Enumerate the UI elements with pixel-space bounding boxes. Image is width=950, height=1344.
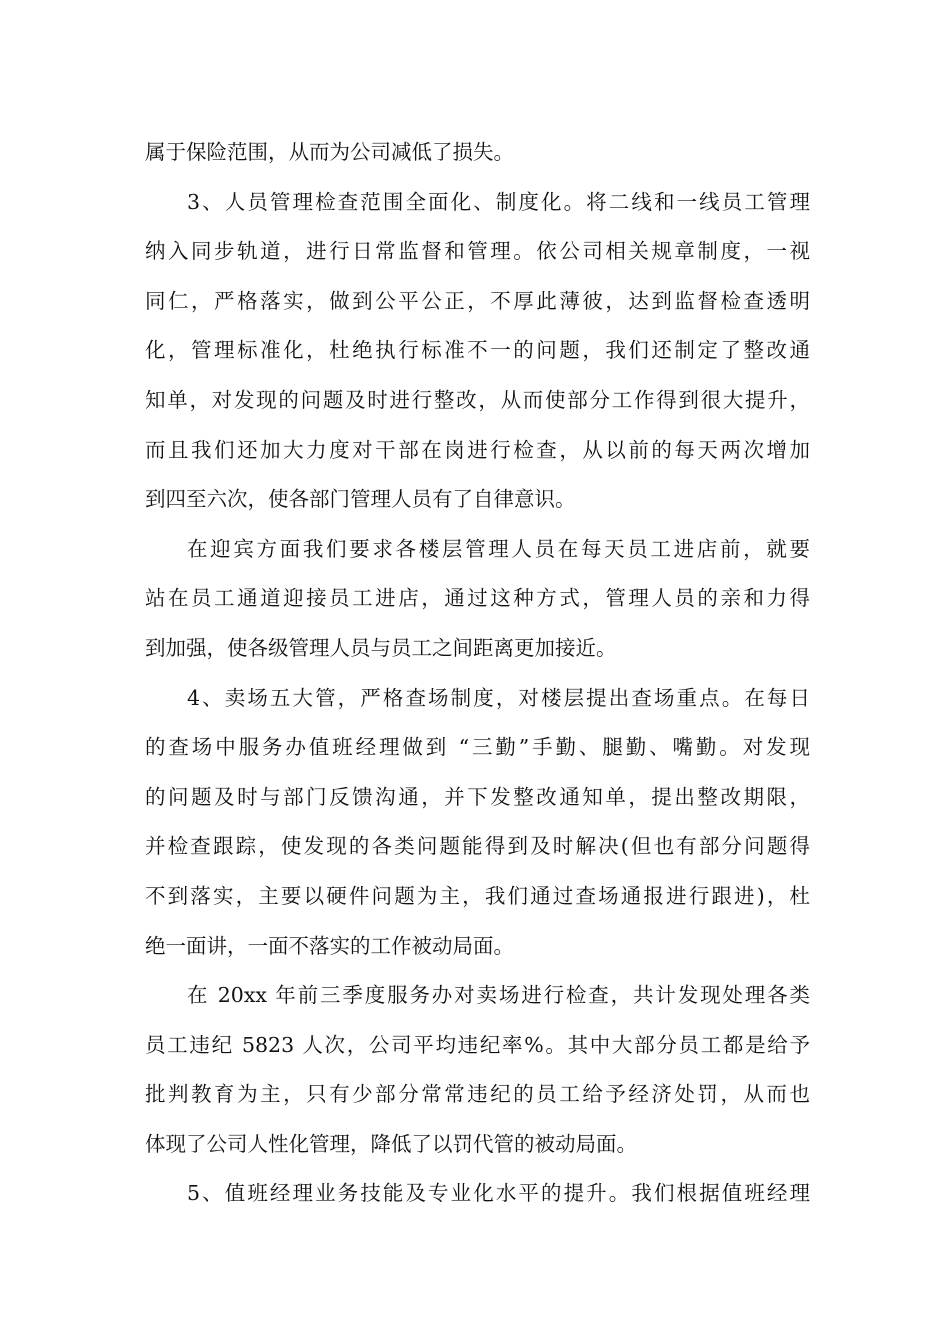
document-body	[145, 128, 810, 1219]
text-line: 并检查跟踪，使发现的各类问题能得到及时解决(但也有部分问题得	[145, 834, 810, 859]
text-line: 体现了公司人性化管理，降低了以罚代管的被动局面。	[145, 1131, 637, 1156]
text-line: 5、值班经理业务技能及专业化水平的提升。我们根据值班经理	[187, 1181, 810, 1206]
text-line: 站在员工通道迎接员工进店，通过这种方式，管理人员的亲和力得	[145, 586, 810, 611]
text-line: 到加强，使各级管理人员与员工之间距离更加接近。	[145, 635, 617, 660]
text-line: 而且我们还加大力度对干部在岗进行检查，从以前的每天两次增加	[145, 437, 810, 462]
text-line: 知单，对发现的问题及时进行整改，从而使部分工作得到很大提升，	[145, 387, 810, 412]
text-line: 批判教育为主，只有少部分常常违纪的员工给予经济处罚，从而也	[145, 1082, 810, 1107]
text-line: 纳入同步轨道，进行日常监督和管理。依公司相关规章制度，一视	[145, 239, 810, 264]
text-line: 的查场中服务办值班经理做到 “三勤”手勤、腿勤、嘴勤。对发现	[145, 735, 810, 760]
text-line: 的问题及时与部门反馈沟通，并下发整改通知单，提出整改期限，	[145, 784, 810, 809]
text-line: 4、卖场五大管，严格查场制度，对楼层提出查场重点。在每日	[187, 685, 810, 710]
text-line: 绝一面讲，一面不落实的工作被动局面。	[145, 933, 514, 958]
text-line: 化，管理标准化，杜绝执行标准不一的问题，我们还制定了整改通	[145, 338, 810, 363]
text-line: 在迎宾方面我们要求各楼层管理人员在每天员工进店前，就要	[187, 536, 810, 561]
text-line: 员工违纪 5823 人次，公司平均违纪率%。其中大部分员工都是给予	[145, 1032, 810, 1057]
text-line: 到四至六次，使各部门管理人员有了自律意识。	[145, 487, 576, 512]
text-line: 属于保险范围，从而为公司减低了损失。	[145, 140, 514, 164]
text-line: 3、人员管理检查范围全面化、制度化。将二线和一线员工管理	[187, 189, 810, 214]
text-line: 同仁，严格落实，做到公平公正，不厚此薄彼，达到监督检查透明	[145, 288, 810, 313]
text-line: 不到落实，主要以硬件问题为主，我们通过查场通报进行跟进)，杜	[145, 883, 810, 908]
text-line: 在 20xx 年前三季度服务办对卖场进行检查，共计发现处理各类	[187, 983, 810, 1008]
